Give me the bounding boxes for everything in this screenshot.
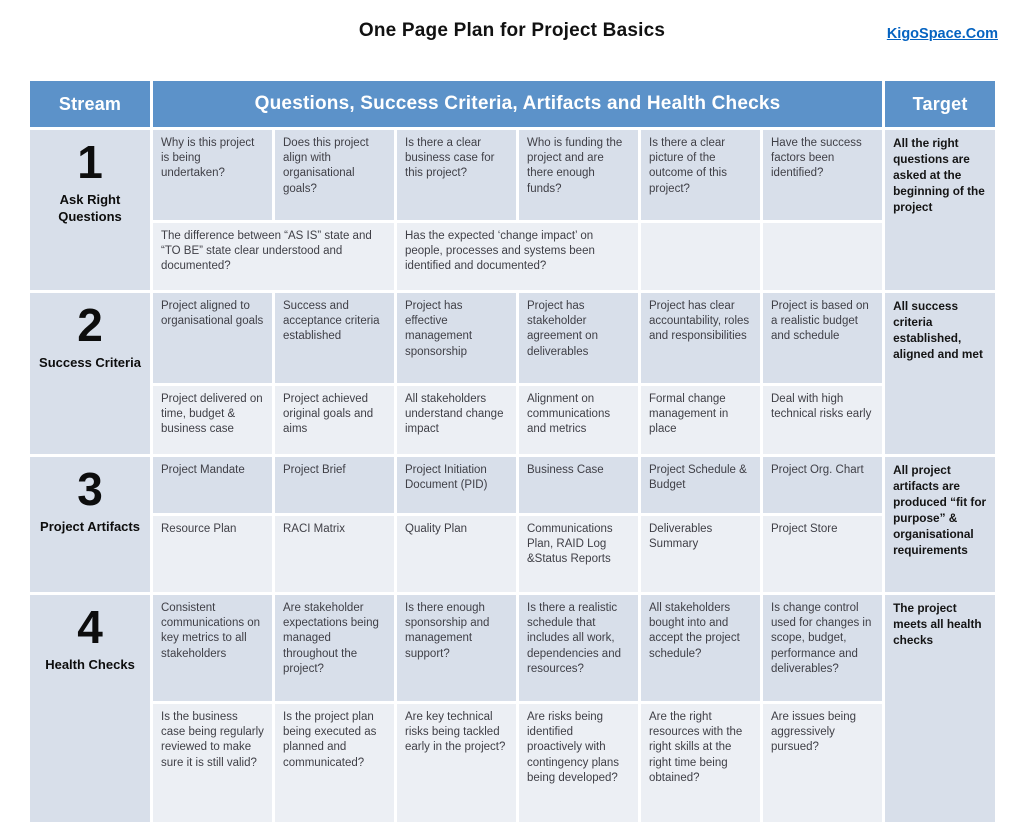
stream-4-number: 4 [77,601,103,653]
health-check-cell: Is there enough sponsorship and management support? [397,595,516,701]
criteria-cell: Project is based on a realistic budget and schedule [763,293,882,383]
stream-4-cell [30,595,150,822]
target-cell-stream-3: All project artifacts are produced “fit for purpose” & organisational requirements [885,457,995,592]
stream-1-label: Ask Right Questions [58,192,122,224]
artifact-cell: Project Store [763,516,882,592]
page-title: One Page Plan for Project Basics [358,20,666,41]
criteria-cell: Project achieved original goals and aims [275,386,394,454]
stream-3-number: 3 [77,463,103,515]
health-check-cell: Consistent communications on key metrics to all stakeholders [153,595,272,701]
criteria-cell: All stakeholders understand change impact [397,386,516,454]
table-row [30,223,995,290]
artifact-cell: Communications Plan, RAID Log &Status Reports [519,516,638,592]
stream-3-label: Project Artifacts [40,519,140,535]
health-check-cell: Are risks being identified proactively with contingency plans being developed? [519,704,638,822]
health-check-cell: Is the project plan being executed as planned and communicated? [275,704,394,822]
question-cell: Is there a clear business case for this project? [397,130,516,220]
question-cell: Who is funding the project and are there enough funds? [519,130,638,220]
health-check-cell: Are the right resources with the right skills at the right time being obtained? [641,704,760,822]
target-cell-stream-2: All success criteria established, aligned and met [885,293,995,454]
table-row [30,293,995,383]
health-check-cell: Are key technical risks being tackled early in the project? [397,704,516,822]
one-page-plan-table [27,78,998,825]
empty-cell [641,223,760,290]
question-cell: Is there a clear picture of the outcome of this project? [641,130,760,220]
stream-3-cell [30,457,150,592]
table-row [30,386,995,454]
table-row [30,457,995,513]
table-row [30,130,995,220]
question-cell: Why is this project is being undertaken? [153,130,272,220]
artifact-cell: Quality Plan [397,516,516,592]
header-target: Target [885,81,995,127]
health-check-cell: Is change control used for changes in scope, budget, performance and deliverables? [763,595,882,701]
table-header-row [30,81,995,127]
artifact-cell: RACI Matrix [275,516,394,592]
criteria-cell: Project has clear accountability, roles and responsibilities [641,293,760,383]
question-cell-merged: The difference between “AS IS” state and “TO BE” state clear understood and documented? [153,223,394,290]
artifact-cell: Project Mandate [153,457,272,513]
stream-1-number: 1 [77,136,103,188]
health-check-cell: All stakeholders bought into and accept the project schedule? [641,595,760,701]
stream-2-cell [30,293,150,454]
criteria-cell: Project aligned to organisational goals [153,293,272,383]
stream-2-label: Success Criteria [39,355,141,371]
header-questions: Questions, Success Criteria, Artifacts and Health Checks [153,81,882,127]
stream-1-cell [30,130,150,290]
kigospace-link[interactable]: KigoSpace.Com [886,26,998,42]
table-row [30,704,995,822]
title-bar [0,0,1024,62]
stream-2-number: 2 [77,299,103,351]
question-cell: Have the success factors been identified? [763,130,882,220]
artifact-cell: Project Initiation Document (PID) [397,457,516,513]
artifact-cell: Project Schedule & Budget [641,457,760,513]
health-check-cell: Is there a realistic schedule that includes all work, dependencies and resources? [519,595,638,701]
health-check-cell: Are stakeholder expectations being managed throughout the project? [275,595,394,701]
health-check-cell: Is the business case being regularly reviewed to make sure it is still valid? [153,704,272,822]
criteria-cell: Success and acceptance criteria established [275,293,394,383]
target-cell-stream-4: The project meets all health checks [885,595,995,822]
criteria-cell: Deal with high technical risks early [763,386,882,454]
criteria-cell: Project delivered on time, budget & business case [153,386,272,454]
question-cell: Does this project align with organisational goals? [275,130,394,220]
criteria-cell: Formal change management in place [641,386,760,454]
criteria-cell: Project has stakeholder agreement on deliverables [519,293,638,383]
header-stream: Stream [30,81,150,127]
stream-4-label: Health Checks [45,657,135,673]
criteria-cell: Project has effective management sponsorship [397,293,516,383]
target-cell-stream-1: All the right questions are asked at the beginning of the project [885,130,995,290]
question-cell-merged: Has the expected ‘change impact’ on people, processes and systems been identified and documented? [397,223,638,290]
artifact-cell: Project Brief [275,457,394,513]
artifact-cell: Project Org. Chart [763,457,882,513]
health-check-cell: Are issues being aggressively pursued? [763,704,882,822]
empty-cell [763,223,882,290]
table-row [30,516,995,592]
artifact-cell: Deliverables Summary [641,516,760,592]
criteria-cell: Alignment on communications and metrics [519,386,638,454]
table-row [30,595,995,701]
artifact-cell: Resource Plan [153,516,272,592]
artifact-cell: Business Case [519,457,638,513]
